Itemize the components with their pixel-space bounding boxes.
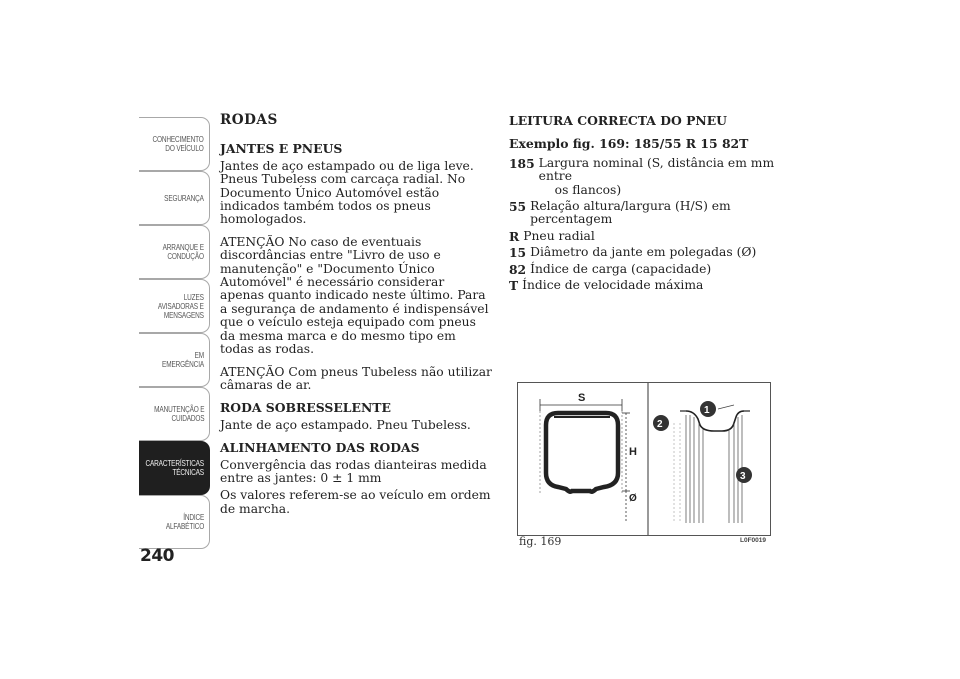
definition-code: 15 xyxy=(509,245,527,261)
definition-text: Relação altura/largura (H/S) em percentagem xyxy=(530,199,731,227)
tab-label: CONHECIMENTO DO VEÍCULO xyxy=(152,134,204,153)
definition-item xyxy=(509,157,781,197)
definition-code: 82 xyxy=(509,261,527,277)
tyre-reading-column xyxy=(509,114,781,295)
definition-code: 55 xyxy=(509,199,527,215)
paragraph: Os valores referem-se ao veículo em ordem de marcha. xyxy=(220,488,491,516)
figure-caption: fig. 169 xyxy=(519,535,562,548)
callout-3: 3 xyxy=(740,471,746,482)
tab-label: MANUTENÇÃO E CUIDADOS xyxy=(153,404,204,423)
tab-caracteristicas[interactable] xyxy=(139,441,210,495)
tab-label: ARRANQUE E CONDUÇÃO xyxy=(162,242,204,261)
tab-luzes[interactable] xyxy=(139,279,210,333)
paragraph: Jante de aço estampado. Pneu Tubeless. xyxy=(220,417,471,432)
section-tabs xyxy=(139,117,210,549)
definition-item xyxy=(509,230,781,243)
definition-text: Diâmetro da jante em polegadas (Ø) xyxy=(530,245,757,260)
tab-emergencia[interactable] xyxy=(139,333,210,387)
tab-label: EM EMERGÊNCIA xyxy=(162,350,204,369)
label-diameter: Ø xyxy=(629,493,637,504)
tab-label: CARACTERÍSTICAS TÉCNICAS xyxy=(145,458,204,477)
definition-code: T xyxy=(509,278,519,294)
tab-label: ÍNDICE ALFABÉTICO xyxy=(165,512,204,531)
heading-rims-tyres: JANTES E PNEUS xyxy=(220,141,343,157)
definition-text: Índice de velocidade máxima xyxy=(522,278,704,293)
tab-label: LUZES AVISADORAS E MENSAGENS xyxy=(158,291,204,320)
tab-conhecimento[interactable] xyxy=(139,117,210,171)
callout-2: 2 xyxy=(657,419,663,430)
definition-item xyxy=(509,246,781,259)
definition-text: Largura nominal (S, distância em mm entre xyxy=(538,155,775,184)
label-h: H xyxy=(629,446,637,458)
figure-code: L0F0019 xyxy=(740,537,767,544)
section-title: LEITURA CORRECTA DO PNEU xyxy=(509,113,727,128)
definition-text-cont: os flancos) xyxy=(554,182,622,197)
definition-item xyxy=(509,200,781,227)
callout-1: 1 xyxy=(704,405,710,416)
definition-code: 185 xyxy=(509,155,535,171)
page-number: 240 xyxy=(140,546,174,566)
definition-item xyxy=(509,263,781,276)
definition-item xyxy=(509,279,781,292)
definition-code: R xyxy=(509,228,520,244)
heading-spare-wheel: RODA SOBRESSELENTE xyxy=(220,400,391,416)
tab-manutencao[interactable] xyxy=(139,387,210,441)
paragraph: Convergência das rodas dianteiras medida entre as jantes: 0 ± 1 mm xyxy=(220,457,487,485)
paragraph: Jantes de aço estampado ou de liga leve. Pneus Tubeless com carcaça radial. No Documento Único Automóvel estão indicados também todos os pneus homologados. xyxy=(220,158,474,227)
example-heading: Exemplo fig. 169: 185/55 R 15 82T xyxy=(509,136,749,152)
warning-paragraph: ATENÇÃO No caso de eventuais discordâncias entre "Livro de uso e manutenção" e "Documento Único Automóvel" é necessário considerar apenas quanto indicado neste último. Para a segurança de andamento é indispensável que o veículo esteja equipado com pneus da mesma marca e do mesmo tipo em todas as rodas. xyxy=(220,234,489,357)
tab-arranque[interactable] xyxy=(139,225,210,279)
wheels-column xyxy=(220,114,492,525)
tyre-diagram xyxy=(517,382,771,536)
label-s: S xyxy=(578,392,586,404)
section-title: RODAS xyxy=(220,112,278,128)
tab-seguranca[interactable] xyxy=(139,171,210,225)
definition-text: Pneu radial xyxy=(523,228,595,243)
tab-label: SEGURANÇA xyxy=(164,192,204,203)
definition-text: Índice de carga (capacidade) xyxy=(530,261,712,276)
heading-alignment: ALINHAMENTO DAS RODAS xyxy=(220,440,420,456)
tyre-diagram-svg xyxy=(518,383,770,535)
warning-paragraph: ATENÇÃO Com pneus Tubeless não utilizar câmaras de ar. xyxy=(220,364,492,392)
tab-indice[interactable] xyxy=(139,495,210,549)
